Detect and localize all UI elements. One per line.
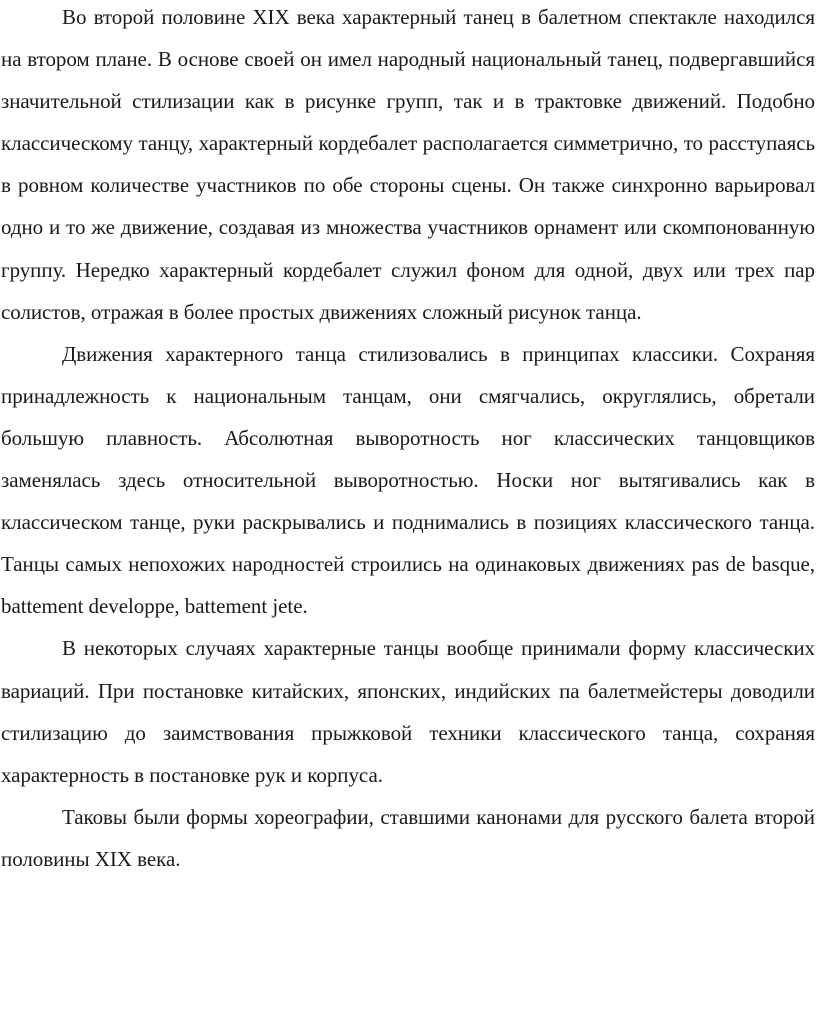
paragraph-classical-variations: В некоторых случаях характерные танцы вообще принимали форму классических вариаций. При постановке китайских, японских, индийских па балетмейстеры доводили стилизацию до заимствования прыжковой техники классического танца, сохраняя характерность в постановке рук и корпуса. <box>1 636 815 787</box>
paragraph-characteristic-dance-role: Во второй половине XIX века характерный танец в балетном спектакле находился на втором плане. В основе своей он имел народный национальный танец, подвергавшийся значительной стилизации как в рисунке групп, так и в трактовке движений. Подобно классическому танцу, характерный кордебалет располагается симметрично, то расступаясь в ровном количестве участников по обе стороны сцены. Он также синхронно варьировал одно и то же движение, создавая из множества участников орнамент или скомпонованную группу. Нередко характерный кордебалет служил фоном для одной, двух или трех пар солистов, отражая в более простых движениях сложный рисунок танца. <box>1 5 815 324</box>
paragraph-dance-stylization: Движения характерного танца стилизовались в принципах классики. Сохраняя принадлежность к национальным танцам, они смягчались, округлялись, обретали большую плавность. Абсолютная выворотность ног классических танцовщиков заменялась здесь относительной выворотностью. Носки ног вытягивались как в классическом танце, руки раскрывались и поднимались в позициях классического танца. Танцы самых непохожих народностей строились на одинаковых движениях pas de basque, battement developpe, battement jete. <box>1 341 815 619</box>
paragraph-conclusion: Таковы были формы хореографии, ставшими канонами для русского балета второй половины XIX века. <box>1 804 815 871</box>
